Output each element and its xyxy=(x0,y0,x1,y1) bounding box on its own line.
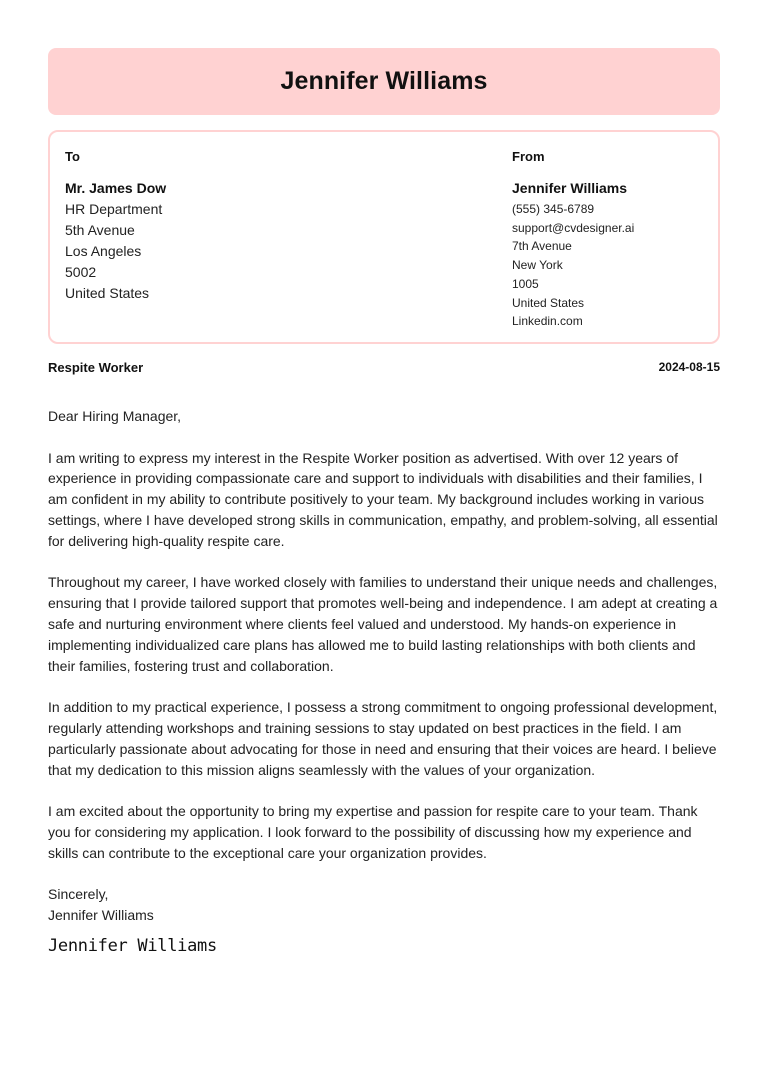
closing-phrase: Sincerely, xyxy=(48,886,109,903)
sender-heading: From xyxy=(512,149,545,164)
sender-linkedin: Linkedin.com xyxy=(512,314,583,329)
recipient-heading: To xyxy=(65,149,80,164)
sender-name: Jennifer Williams xyxy=(512,180,628,196)
recipient-country: United States xyxy=(65,285,150,301)
sender-street: 7th Avenue xyxy=(512,239,572,254)
recipient-name: Mr. James Dow xyxy=(65,180,167,196)
sender-email: support@cvdesigner.ai xyxy=(512,220,635,235)
sender-block xyxy=(512,149,634,331)
body-paragraph-2: Throughout my career, I have worked closely with families to understand their unique needs and challenges, ensuring that I provide tailored support that promotes well-being and independence. I am adept at creating a safe and nurturing environment where clients feel valued and understood. My hands-on experience in implementing individualized care plans has allowed me to build lasting relationships with both clients and their families, fostering trust and collaboration. xyxy=(48,574,718,674)
closing-name: Jennifer Williams xyxy=(48,907,154,924)
recipient-department: HR Department xyxy=(65,201,163,217)
handwritten-signature: Jennifer Williams xyxy=(48,935,217,956)
header-banner xyxy=(48,48,720,115)
job-title: Respite Worker xyxy=(48,360,144,375)
sender-country: United States xyxy=(512,295,585,310)
body-paragraph-4: I am excited about the opportunity to bring my expertise and passion for respite care to your team. Thank you for considering my application. I look forward to the possibility of discussing how my experience and skills can contribute to the exceptional care your organization provides. xyxy=(48,803,698,861)
sender-postcode: 1005 xyxy=(512,276,539,291)
letter-date: 2024-08-15 xyxy=(658,360,720,374)
sender-phone: (555) 345-6789 xyxy=(512,202,595,216)
recipient-block xyxy=(65,149,166,304)
body-paragraph-1: I am writing to express my interest in the Respite Worker position as advertised. With over 12 years of experience in providing compassionate care and support to individuals with disabilities and their families, I am confident in my ability to contribute positively to your team. My background includes working in various settings, where I have developed strong skills in communication, empathy, and problem-solving, all essential for delivering high-quality respite care. xyxy=(48,449,718,549)
letter-body xyxy=(48,406,720,957)
applicant-name-heading: Jennifer Williams xyxy=(280,67,488,95)
recipient-postcode: 5002 xyxy=(65,264,97,280)
salutation: Dear Hiring Manager, xyxy=(48,408,182,424)
body-paragraph-3: In addition to my practical experience, I possess a strong commitment to ongoing professional development, regularly attending workshops and training sessions to stay updated on best practices in the field. I am particularly passionate about advocating for those in need and ensuring that their voices are heard. I believe that my dedication to this mission aligns seamlessly with the values of your organization. xyxy=(48,699,718,778)
letter-meta-row xyxy=(48,360,720,378)
recipient-street: 5th Avenue xyxy=(65,222,135,238)
cover-letter-page xyxy=(48,48,720,957)
recipient-city: Los Angeles xyxy=(65,243,142,259)
address-box xyxy=(48,130,720,344)
sender-city: New York xyxy=(512,258,563,273)
